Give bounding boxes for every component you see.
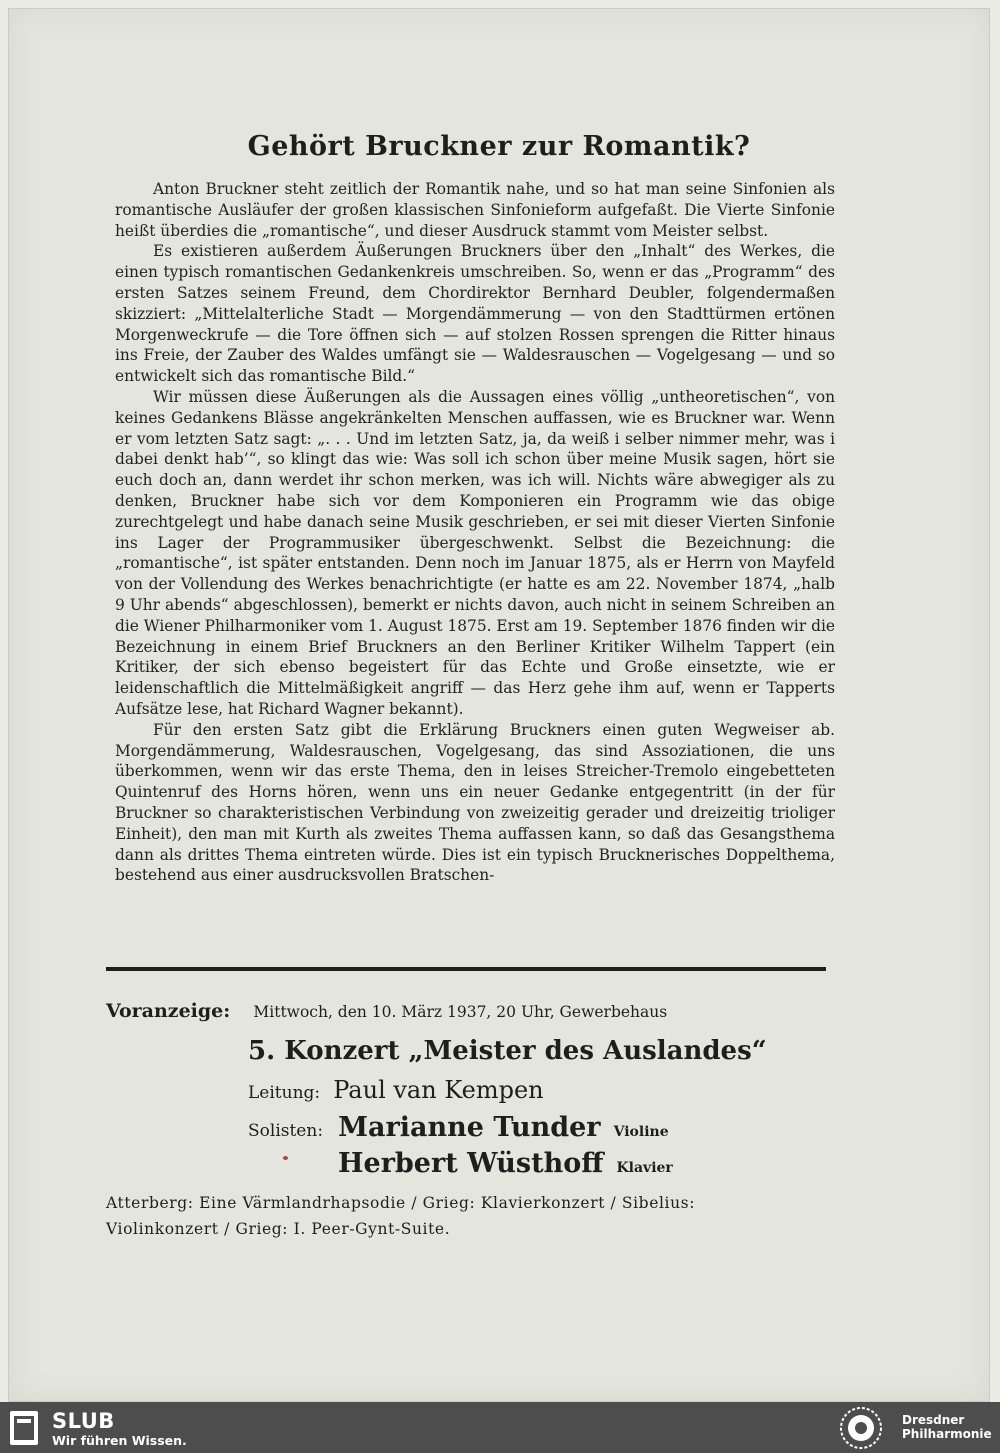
soloist-line-1 <box>248 1112 669 1143</box>
philharmonie-name-line-2: Philharmonie <box>902 1427 992 1441</box>
article-title: Gehört Bruckner zur Romantik? <box>247 131 751 162</box>
section-divider <box>106 967 826 971</box>
ink-speck <box>283 1156 288 1160</box>
announcement-date-line <box>106 1000 667 1022</box>
soloist-2-name: Herbert Wüsthoff <box>338 1148 604 1179</box>
soloists-label: Solisten: <box>248 1121 324 1141</box>
paragraph-4: Für den ersten Satz gibt die Erklärung Bruckners einen guten Wegweiser ab. Morgendämmerung, Waldesrauschen, Vogelgesang, das sind Assoziationen, die uns überkommen, wenn wir das erste Thema, den in leises Streicher-Tremolo eingebetteten Quintenruf des Horns hören, wenn uns ein neuer Gedanke entgegentritt (in der für Bruckner so charakteristischen Verbindung von zweizeitig gerader und dreizeitig trioliger Einheit), den man mit Kurth als zweites Thema auffassen kann, so daß das Gesangsthema dann als drittes Thema eintreten würde. Dies ist ein typisch Brucknerisches Doppelthema, bestehend aus einer ausdrucksvollen Bratschen- <box>115 720 835 885</box>
document-page <box>8 8 990 1402</box>
soloist-2-instrument: Klavier <box>616 1160 673 1176</box>
philharmonie-name-line-1: Dresdner <box>902 1413 965 1427</box>
philharmonie-name <box>902 1413 992 1441</box>
conductor-name: Paul van Kempen <box>333 1076 544 1104</box>
footer-bar <box>0 1402 1000 1453</box>
announcement-date: Mittwoch, den 10. März 1937, 20 Uhr, Gewerbehaus <box>253 1003 668 1021</box>
soloist-line-2 <box>338 1148 673 1179</box>
slub-name: SLUB <box>52 1409 115 1433</box>
paragraph-1: Anton Bruckner steht zeitlich der Romantik nahe, und so hat man seine Sinfonien als romantische Ausläufer der großen klassischen Sinfonieform aufgefaßt. Die Vierte Sinfonie heißt überdies die „romantische“, und dieser Ausdruck stammt vom Meister selbst. <box>115 180 835 240</box>
concert-title: 5. Konzert „Meister des Auslandes“ <box>248 1036 767 1066</box>
soloist-1-name: Marianne Tunder <box>338 1112 601 1143</box>
paragraph-3: Wir müssen diese Äußerungen als die Aussagen eines völlig „untheoretischen“, von keines Gedankens Blässe angekränkelten Menschen auffassen, wie es Bruckner war. Wenn er vom letzten Satz sagt: „. . . Und im letzten Satz, ja, da weiß i selber nimmer mehr, was i dabei denkt hab’“, so klingt das wie: Was soll ich schon über meine Musik sagen, hört sie euch doch an, dann werdet ihr schon merken, was ich will. Nichts wäre abwegiger als zu denken, Bruckner habe sich vor dem Komponieren ein Programm wie das obige zurechtgelegt und habe danach seine Musik geschrieben, er sei mit dieser Vierten Sinfonie ins Lager der Programmusiker übergeschwenkt. Selbst die Bezeichnung: die „romantische“, ist später entstanden. Denn noch im Januar 1875, als er Herrn von Mayfeld von der Vollendung des Werkes benachrichtigte (er hatte es am 22. November 1874, „halb 9 Uhr abends“ abgeschlossen), bemerkt er nichts davon, auch nicht in seinem Schreiben an die Wiener Philharmoniker vom 1. August 1875. Erst am 19. September 1876 finden wir die Bezeichnung in einem Brief Bruckners an den Berliner Kritiker Wilhelm Tappert (ein Kritiker, der sich ebenso begeistert für das Echte und Große einsetzte, wie er leidenschaftlich die Mittelmäßigkeit angriff — das Herz gehe ihm auf, wenn er Tapperts Aufsätze lese, hat Richard Wagner bekannt). <box>115 387 835 718</box>
concert-title-line <box>248 1036 767 1066</box>
philharmonie-logo-icon <box>838 1405 884 1451</box>
conductor-line <box>248 1076 544 1104</box>
slub-logo-icon <box>8 1409 40 1447</box>
program-line-2: Violinkonzert / Grieg: I. Peer-Gynt-Suite. <box>106 1220 451 1238</box>
paragraph-2: Es existieren außerdem Äußerungen Bruckners über den „Inhalt“ des Werkes, die einen typisch romantischen Gedankenkreis umschreiben. So, wenn er das „Programm“ des ersten Satzes seinem Freund, dem Chordirektor Bernhard Deubler, folgendermaßen skizziert: „Mittelalterliche Stadt — Morgendämmerung — von den Stadttürmen ertönen Morgenweckrufe — die Tore öffnen sich — auf stolzen Rossen sprengen die Ritter hinaus ins Freie, der Zauber des Waldes umfängt sie — Waldesrauschen — Vogelgesang — und so entwickelt sich das romantische Bild.“ <box>115 242 835 386</box>
announcement-label: Voranzeige: <box>106 1000 231 1022</box>
soloist-1-instrument: Violine <box>613 1124 669 1140</box>
article-body <box>115 179 835 886</box>
conductor-label: Leitung: <box>248 1083 321 1103</box>
slub-tagline: Wir führen Wissen. <box>52 1433 187 1448</box>
program-line-1: Atterberg: Eine Värmlandrhapsodie / Grieg: Klavierkonzert / Sibelius: <box>106 1194 696 1212</box>
